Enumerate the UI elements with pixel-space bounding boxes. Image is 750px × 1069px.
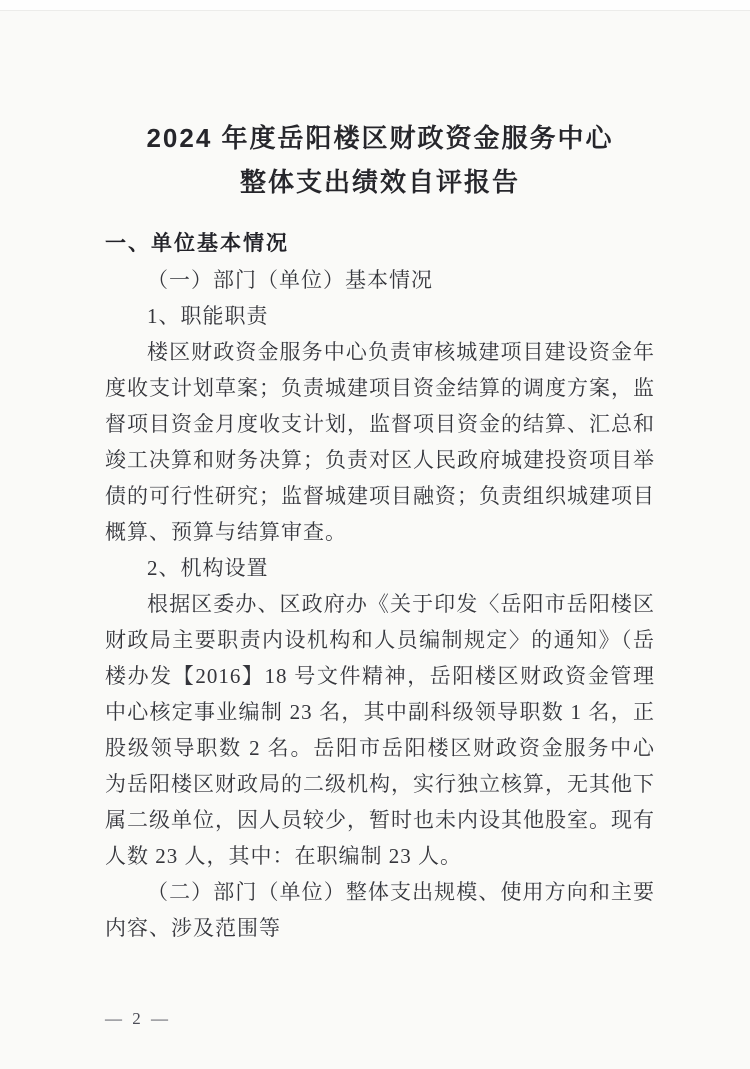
document-body — [105, 226, 655, 946]
item-heading-2: 2、机构设置 — [147, 556, 269, 580]
document-title-line-1: 2024 年度岳阳楼区财政资金服务中心 — [146, 123, 614, 153]
subsection-heading-2: （二）部门（单位）整体支出规模、使用方向和主要内容、涉及范围等 — [105, 880, 655, 940]
document-title-line-2: 整体支出绩效自评报告 — [239, 167, 520, 197]
scan-top-edge — [0, 0, 750, 11]
paragraph-2: 根据区委办、区政府办《关于印发〈岳阳市岳阳楼区财政局主要职责内设机构和人员编制规定〉的通知》（岳楼办发【2016】18 号文件精神，岳阳楼区财政资金管理中心核定事业编制 23 名，其中副科级领导职数 1 名，正股级领导职数 2 名。岳阳市岳阳楼区财政资金服务中心为岳阳楼区财政局的二级机构，实行独立核算，无其他下属二级单位，因人员较少，暂时也未内设其他股室。现有人数 23 人，其中：在职编制 23 人。 — [105, 592, 655, 868]
section-heading-1: 一、单位基本情况 — [105, 232, 289, 255]
item-heading-1: 1、职能职责 — [147, 304, 269, 328]
document-title — [105, 116, 655, 204]
page-number: — 2 — — [105, 1009, 171, 1028]
paragraph-1: 楼区财政资金服务中心负责审核城建项目建设资金年度收支计划草案；负责城建项目资金结算的调度方案，监督项目资金月度收支计划，监督项目资金的结算、汇总和竣工决算和财务决算；负责对区人民政府城建投资项目举债的可行性研究；监督城建项目融资；负责组织城建项目概算、预算与结算审查。 — [105, 340, 655, 544]
subsection-heading-1: （一）部门（单位）基本情况 — [147, 268, 433, 292]
